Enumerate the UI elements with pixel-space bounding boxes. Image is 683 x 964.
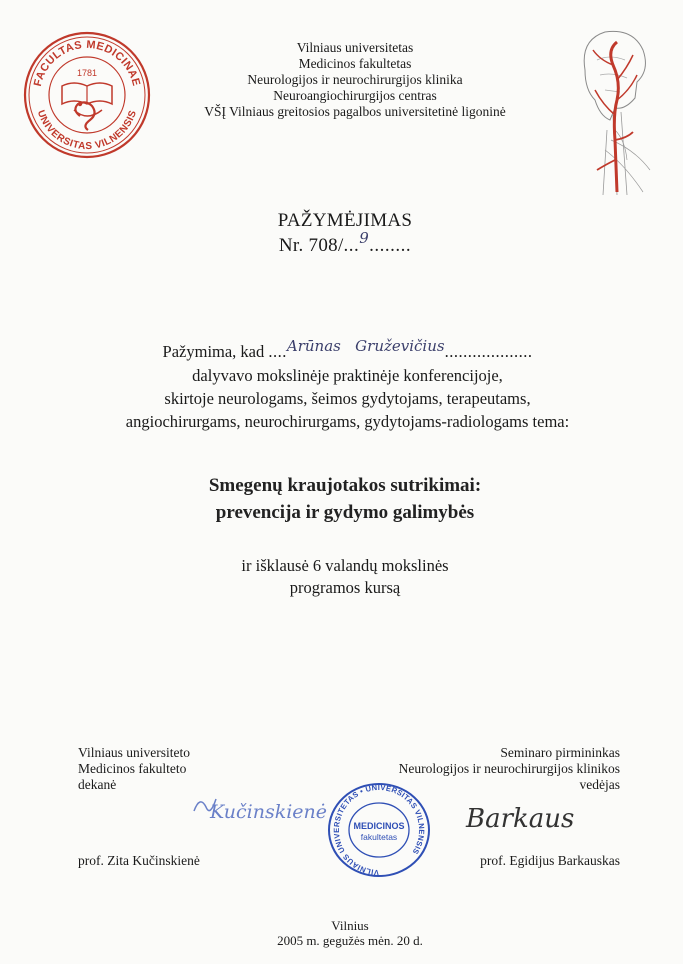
closing-line: programos kursą xyxy=(289,578,401,597)
body-line: dalyvavo mokslinėje praktinėje konferencijoje, xyxy=(192,366,503,385)
closing-line: ir išklausė 6 valandų mokslinės xyxy=(241,556,449,575)
anatomy-illustration xyxy=(555,20,665,195)
footer xyxy=(200,918,500,948)
chair-title-line: Seminaro pirmininkas xyxy=(500,745,620,760)
header-line: VŠĮ Vilniaus greitosios pagalbos universitetinė ligoninė xyxy=(204,104,506,119)
stamp-ring-text: VILNIAUS UNIVERSITETAS • UNIVERSITAS VILNENSIS xyxy=(331,782,427,878)
number-prefix: Nr. 708/ xyxy=(278,235,344,256)
footer-city: Vilnius xyxy=(331,918,369,933)
name-dots-before: .... xyxy=(268,342,287,361)
dean-signature-block xyxy=(78,745,278,793)
chair-title-line: Neurologijos ir neurochirurgijos klinikos xyxy=(398,761,620,776)
certificate-body xyxy=(40,337,655,433)
header-line: Vilniaus universitetas xyxy=(296,40,414,55)
footer-date: 2005 m. gegužės mėn. 20 d. xyxy=(277,933,423,948)
subject-line: prevencija ir gydymo galimybės xyxy=(215,502,475,523)
seal-graphic xyxy=(22,30,152,160)
chair-name: prof. Egidijus Barkauskas xyxy=(480,853,620,868)
header-line: Neurologijos ir neurochirurgijos klinika xyxy=(247,72,463,87)
body-line: skirtoje neurologams, šeimos gydytojams, terapeutams, xyxy=(164,389,531,408)
header-line: Medicinos fakultetas xyxy=(298,56,412,71)
seal-text-bottom: UNIVERSITAS VILNENSIS xyxy=(34,108,140,153)
seal-year: 1781 xyxy=(76,68,98,78)
head-artery-icon xyxy=(555,20,665,195)
dean-title-line: Vilniaus universiteto xyxy=(78,745,191,760)
chair-title-line: vedėjas xyxy=(579,777,620,792)
intro-label: Pažymima, kad xyxy=(162,342,265,361)
stamp-center-line1: MEDICINOS xyxy=(353,821,405,831)
chair-signature-handwritten: Barkaus xyxy=(466,804,575,834)
title-heading: PAŽYMĖJIMAS xyxy=(277,210,413,231)
stamp-center-line2: fakultetas xyxy=(360,832,398,842)
number-dots: ... xyxy=(343,235,360,256)
faculty-stamp xyxy=(325,780,433,880)
number-handwritten: 9 xyxy=(359,229,370,247)
dean-signature-handwritten: Kučinskienė xyxy=(210,801,328,823)
course-statement xyxy=(150,555,540,599)
dean-name: prof. Zita Kučinskienė xyxy=(78,853,200,868)
certificate-title xyxy=(180,208,510,259)
chair-signature-block xyxy=(320,745,620,793)
seal-text-top: FACULTAS MEDICINAE xyxy=(31,38,143,88)
certificate-number xyxy=(180,229,510,259)
institution-header xyxy=(150,40,560,120)
dean-title-line: dekanė xyxy=(78,777,117,792)
subject-line: Smegenų kraujotakos sutrikimai: xyxy=(208,475,482,496)
dean-signature xyxy=(198,795,338,835)
stamp-graphic xyxy=(325,780,433,880)
body-line: angiochirurgams, neurochirurgams, gydytojams-radiologams tema: xyxy=(125,412,570,431)
chair-signature xyxy=(460,800,600,850)
dean-title-line: Medicinos fakulteto xyxy=(78,761,187,776)
header-line: Neuroangiochirurgijos centras xyxy=(273,88,437,103)
initials-scribble-icon xyxy=(190,791,220,821)
conference-subject xyxy=(80,472,610,526)
university-seal xyxy=(22,30,152,160)
name-dots-after: ................... xyxy=(444,342,533,361)
recipient-name-handwritten: Arūnas Gruževičius xyxy=(286,337,445,355)
number-trailing-dots: ........ xyxy=(369,235,412,256)
recipient-line xyxy=(40,337,655,364)
